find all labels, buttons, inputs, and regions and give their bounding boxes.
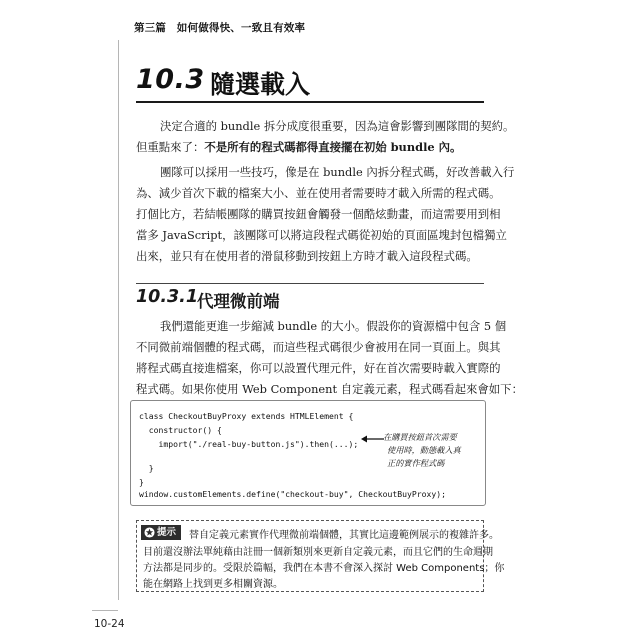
section-title: 隨選載入 xyxy=(210,70,311,99)
text-line: 當多 JavaScript，該團隊可以將這段程式碼從初始的頁面區塊封包檔獨立 xyxy=(136,228,507,242)
footer-rule xyxy=(92,610,118,611)
arrow-left-icon xyxy=(361,435,385,443)
tip-text-line: 方法都是同步的。受限於篇幅，我們在本書不會深入探討 Web Components；你 xyxy=(143,563,505,574)
tip-badge xyxy=(141,525,181,540)
emphasis-text: 不是所有的程式碼都得直接擺在初始 bundle 內。 xyxy=(204,140,462,154)
annotation-line: 正的實作程式碼 xyxy=(387,458,445,468)
tip-text-line: 替自定義元素實作代理微前端個體，其實比這邊範例展示的複雜許多。 xyxy=(189,530,499,541)
tip-label: 提示 xyxy=(157,527,177,538)
text-line: 不同微前端個體的程式碼，而這些程式碼很少會被用在同一頁面上。與其 xyxy=(136,340,501,354)
text-line: 將程式碼直接進檔案，你可以設置代理元件，好在首次需要時載入實際的 xyxy=(136,361,501,375)
code-listing xyxy=(130,400,486,506)
code-annotation xyxy=(383,431,479,470)
code-line: } xyxy=(139,463,154,473)
text-line xyxy=(136,137,484,158)
margin-rule xyxy=(118,40,119,600)
text-line: 程式碼。如果你使用 Web Component 自定義元素，程式碼看起來會如下： xyxy=(136,382,523,396)
text-line: 出來，並只有在使用者的滑鼠移動到按鈕上方時才載入這段程式碼。 xyxy=(136,249,478,263)
code-line: window.customElements.define("checkout-buy", CheckoutBuyProxy); xyxy=(139,489,446,499)
annotation-line: 在購買按鈕首次需要 xyxy=(383,432,457,442)
tip-box xyxy=(136,520,505,592)
subsection-title: 代理微前端 xyxy=(197,292,280,311)
page-number: 10-24 xyxy=(94,618,125,630)
text-line: 為、減少首次下載的檔案大小、並在使用者需要時才載入所需的程式碼。 xyxy=(136,186,501,200)
paragraph-1 xyxy=(136,116,515,158)
subsection-number: 10.3.1 xyxy=(136,287,199,307)
code-line: class CheckoutBuyProxy extends HTMLElement { xyxy=(139,411,354,421)
tip-text-line: 能在網路上找到更多相關資源。 xyxy=(143,579,283,590)
text-line: 決定合適的 bundle 拆分成度很重要，因為這會影響到團隊間的契約。 xyxy=(160,119,515,133)
code-line: import("./real-buy-button.js").then(...); xyxy=(139,439,359,449)
paragraph-3 xyxy=(136,316,523,400)
text-line: 打個比方，若結帳團隊的購買按鈕會觸發一個酷炫動畫，而這需要用到相 xyxy=(136,207,501,221)
code-line: constructor() { xyxy=(139,425,222,435)
section-rule xyxy=(136,101,484,103)
subsection-rule xyxy=(136,283,484,284)
paragraph-2 xyxy=(136,162,515,267)
star-badge-icon xyxy=(144,527,155,538)
code-line: } xyxy=(139,477,144,487)
running-head: 第三篇 如何做得快、一致且有效率 xyxy=(134,22,306,34)
text-line: 我們還能更進一步縮減 bundle 的大小。假設你的資源檔中包含 5 個 xyxy=(160,319,507,333)
tip-text-line: 目前還沒辦法單純藉由註冊一個新類別來更新自定義元素，而且它們的生命週期 xyxy=(143,547,493,558)
text-line: 團隊可以採用一些技巧，像是在 bundle 內拆分程式碼，好改善載入行 xyxy=(160,165,515,179)
text-span: 但重點來了： xyxy=(136,140,205,154)
section-number: 10.3 xyxy=(136,64,205,95)
annotation-line: 使用時，動態載入真 xyxy=(387,445,461,455)
